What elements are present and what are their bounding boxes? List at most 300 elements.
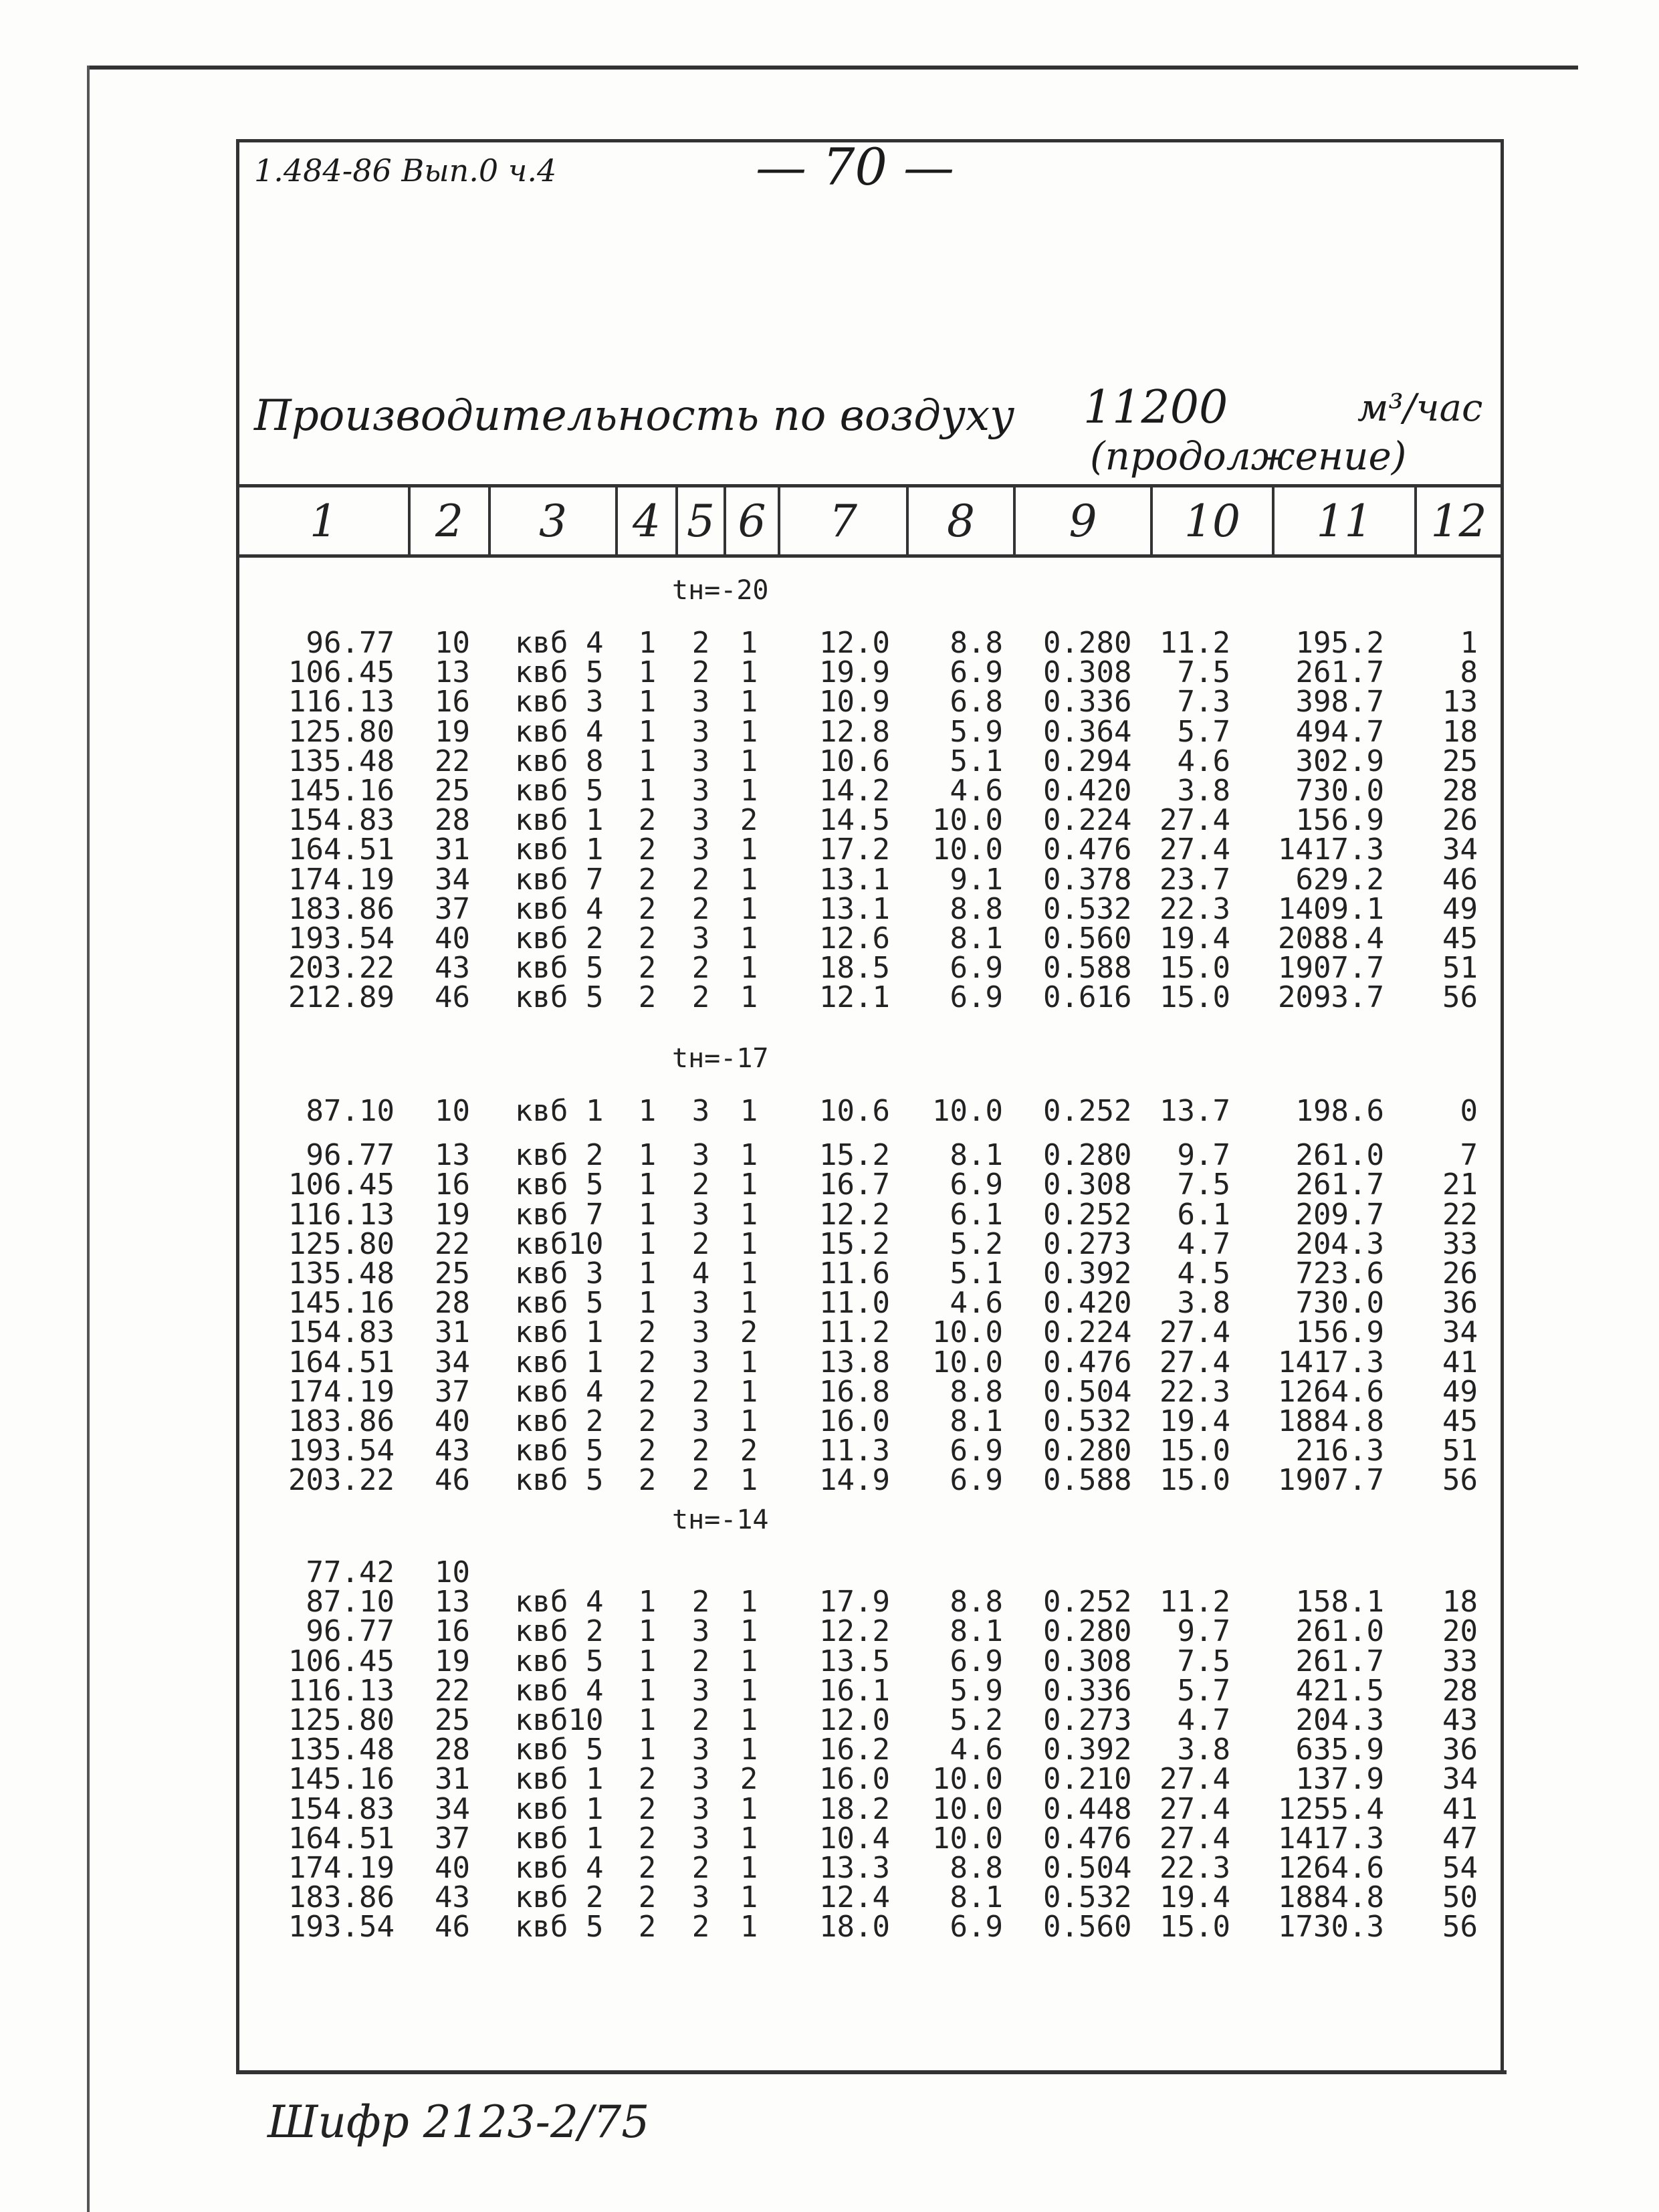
cell-col-3: квб 1 xyxy=(515,1762,604,1796)
cell-col-7: 16.2 xyxy=(819,1733,890,1767)
table-row xyxy=(0,1200,1659,1230)
table-row xyxy=(0,1851,1659,1885)
cell-col-8: 5.2 xyxy=(950,1227,1003,1261)
cell-col-9: 0.273 xyxy=(1043,1227,1132,1261)
section-title: tн=-14 xyxy=(672,1505,769,1535)
table-row xyxy=(0,1644,1659,1678)
cell-col-2: 16 xyxy=(435,1168,470,1202)
table-row xyxy=(0,1094,1659,1128)
table-row xyxy=(0,1404,1659,1438)
cell-col-1: 96.77 xyxy=(306,626,395,660)
cell-col-10: 27.4 xyxy=(1159,1762,1230,1796)
cell-col-10: 3.8 xyxy=(1177,1733,1230,1767)
cell-col-4: 1 xyxy=(638,626,657,660)
cell-col-1: 87.10 xyxy=(306,1585,395,1619)
cell-col-7: 14.5 xyxy=(819,803,890,837)
cell-col-4: 2 xyxy=(638,921,657,956)
cell-col-7: 12.6 xyxy=(819,921,890,956)
table-row xyxy=(0,865,1659,895)
cell-col-11: 137.9 xyxy=(1295,1762,1384,1796)
cell-col-6: 1 xyxy=(740,1168,758,1202)
column-header-2: 2 xyxy=(408,487,488,554)
cell-col-1: 135.48 xyxy=(288,1733,395,1767)
cell-col-12: 47 xyxy=(1442,1821,1478,1856)
cell-col-5: 3 xyxy=(691,1138,710,1172)
cell-col-6: 1 xyxy=(740,1094,758,1128)
column-header-8: 8 xyxy=(906,487,1013,554)
cell-col-8: 8.8 xyxy=(950,892,1003,926)
cell-col-11: 195.2 xyxy=(1295,626,1384,660)
cell-col-4: 2 xyxy=(638,1345,657,1379)
cell-col-6: 2 xyxy=(740,1315,758,1349)
cell-col-10: 4.7 xyxy=(1177,1227,1230,1261)
cell-col-11: 1417.3 xyxy=(1278,1345,1384,1379)
cell-col-1: 145.16 xyxy=(288,1286,395,1320)
cell-col-3: квб 2 xyxy=(515,1614,604,1648)
cell-col-7: 12.2 xyxy=(819,1198,890,1232)
cell-col-1: 203.22 xyxy=(288,951,395,985)
cell-col-7: 16.0 xyxy=(819,1404,890,1438)
cell-col-9: 0.252 xyxy=(1043,1585,1132,1619)
cell-col-8: 8.1 xyxy=(950,1614,1003,1648)
cell-col-1: 174.19 xyxy=(288,1851,395,1885)
cell-col-5: 3 xyxy=(691,1792,710,1826)
cell-col-5: 2 xyxy=(691,863,710,897)
cell-col-3: квб 5 xyxy=(515,1434,604,1468)
cell-col-3: квб 5 xyxy=(515,655,604,689)
cell-col-12: 41 xyxy=(1442,1792,1478,1826)
cell-col-1: 193.54 xyxy=(288,921,395,956)
cell-col-8: 10.0 xyxy=(932,1792,1003,1826)
cell-col-4: 1 xyxy=(638,1703,657,1737)
cell-col-11: 2088.4 xyxy=(1278,921,1384,956)
cell-col-3: квб 8 xyxy=(515,744,604,778)
cell-col-10: 11.2 xyxy=(1159,626,1230,660)
cell-col-2: 43 xyxy=(435,1434,470,1468)
cell-col-2: 40 xyxy=(435,1851,470,1885)
cell-col-3: квб 1 xyxy=(515,833,604,867)
cell-col-8: 6.9 xyxy=(950,1644,1003,1678)
cell-col-7: 14.9 xyxy=(819,1463,890,1497)
cell-col-8: 4.6 xyxy=(950,774,1003,808)
cell-col-12: 0 xyxy=(1460,1094,1478,1128)
table-row xyxy=(0,1676,1659,1706)
section-title: tн=-17 xyxy=(672,1043,769,1074)
cell-col-5: 2 xyxy=(691,951,710,985)
cell-col-6: 1 xyxy=(740,685,758,719)
cell-col-7: 16.7 xyxy=(819,1168,890,1202)
cell-col-2: 37 xyxy=(435,1375,470,1409)
cell-col-5: 3 xyxy=(691,1733,710,1767)
cell-col-1: 174.19 xyxy=(288,863,395,897)
cell-col-11: 629.2 xyxy=(1295,863,1384,897)
cell-col-6: 1 xyxy=(740,1227,758,1261)
cell-col-1: 125.80 xyxy=(288,715,395,749)
cell-col-9: 0.252 xyxy=(1043,1198,1132,1232)
cell-col-4: 2 xyxy=(638,980,657,1014)
table-row xyxy=(0,776,1659,806)
cell-col-4: 1 xyxy=(638,1644,657,1678)
cell-col-5: 2 xyxy=(691,1851,710,1885)
page-frame-bottom xyxy=(236,2070,1507,2074)
cell-col-6: 1 xyxy=(740,1256,758,1291)
cell-col-2: 28 xyxy=(435,1286,470,1320)
cell-col-4: 1 xyxy=(638,1733,657,1767)
cell-col-12: 33 xyxy=(1442,1227,1478,1261)
cell-col-4: 2 xyxy=(638,803,657,837)
cell-col-3: квб 3 xyxy=(515,1256,604,1291)
table-row xyxy=(0,1587,1659,1617)
cell-col-7: 10.6 xyxy=(819,1094,890,1128)
cell-col-2: 10 xyxy=(435,1555,470,1589)
cell-col-8: 6.8 xyxy=(950,685,1003,719)
cell-col-12: 7 xyxy=(1460,1138,1478,1172)
cell-col-3: квб 5 xyxy=(515,774,604,808)
table-row xyxy=(0,1735,1659,1765)
cell-col-1: 125.80 xyxy=(288,1227,395,1261)
cell-col-8: 8.8 xyxy=(950,626,1003,660)
cell-col-11: 1409.1 xyxy=(1278,892,1384,926)
cell-col-4: 1 xyxy=(638,1168,657,1202)
cell-col-6: 1 xyxy=(740,1198,758,1232)
table-heading: Производительность по воздуху xyxy=(254,391,1015,441)
cell-col-10: 11.2 xyxy=(1159,1585,1230,1619)
cell-col-9: 0.616 xyxy=(1043,980,1132,1014)
cell-col-1: 96.77 xyxy=(306,1138,395,1172)
cell-col-5: 3 xyxy=(691,744,710,778)
cell-col-5: 3 xyxy=(691,715,710,749)
cell-col-3: квб 5 xyxy=(515,1168,604,1202)
cell-col-9: 0.588 xyxy=(1043,951,1132,985)
cell-col-1: 116.13 xyxy=(288,1674,395,1708)
cell-col-9: 0.448 xyxy=(1043,1792,1132,1826)
table-row xyxy=(0,1762,1659,1796)
cell-col-7: 17.2 xyxy=(819,833,890,867)
cell-col-10: 19.4 xyxy=(1159,921,1230,956)
cell-col-2: 43 xyxy=(435,951,470,985)
table-row xyxy=(0,744,1659,778)
cell-col-3: квб 2 xyxy=(515,921,604,956)
cell-col-9: 0.532 xyxy=(1043,892,1132,926)
cell-col-7: 16.8 xyxy=(819,1375,890,1409)
cell-col-12: 36 xyxy=(1442,1286,1478,1320)
cell-col-10: 15.0 xyxy=(1159,1910,1230,1944)
cell-col-11: 421.5 xyxy=(1295,1674,1384,1708)
cell-col-7: 15.2 xyxy=(819,1138,890,1172)
table-row xyxy=(0,803,1659,837)
cell-col-12: 20 xyxy=(1442,1614,1478,1648)
cell-col-5: 4 xyxy=(691,1256,710,1291)
cell-col-4: 1 xyxy=(638,1094,657,1128)
table-row xyxy=(0,1614,1659,1648)
cell-col-4: 2 xyxy=(638,1762,657,1796)
cell-col-11: 398.7 xyxy=(1295,685,1384,719)
document-reference: 1.484-86 Вып.0 ч.4 xyxy=(254,152,557,189)
cell-col-11: 730.0 xyxy=(1295,1286,1384,1320)
cell-col-8: 5.9 xyxy=(950,1674,1003,1708)
column-header-12: 12 xyxy=(1414,487,1501,554)
cell-col-5: 3 xyxy=(691,1404,710,1438)
cell-col-6: 1 xyxy=(740,1880,758,1914)
cell-col-10: 22.3 xyxy=(1159,892,1230,926)
cell-col-5: 2 xyxy=(691,1585,710,1619)
cell-col-7: 11.6 xyxy=(819,1256,890,1291)
cell-col-10: 15.0 xyxy=(1159,1463,1230,1497)
outer-border-top xyxy=(87,66,1578,70)
cell-col-11: 1884.8 xyxy=(1278,1880,1384,1914)
cell-col-4: 1 xyxy=(638,715,657,749)
cell-col-1: 164.51 xyxy=(288,833,395,867)
cell-col-2: 13 xyxy=(435,1585,470,1619)
cell-col-1: 193.54 xyxy=(288,1434,395,1468)
cell-col-4: 2 xyxy=(638,1463,657,1497)
cell-col-8: 6.9 xyxy=(950,655,1003,689)
cell-col-7: 17.9 xyxy=(819,1585,890,1619)
cell-col-6: 1 xyxy=(740,774,758,808)
cell-col-1: 183.86 xyxy=(288,1880,395,1914)
cell-col-1: 145.16 xyxy=(288,1762,395,1796)
cell-col-8: 10.0 xyxy=(932,1315,1003,1349)
cell-col-7: 15.2 xyxy=(819,1227,890,1261)
cell-col-12: 51 xyxy=(1442,1434,1478,1468)
table-row xyxy=(0,687,1659,717)
table-row xyxy=(0,1463,1659,1497)
cell-col-3: квб 1 xyxy=(515,803,604,837)
cell-col-5: 3 xyxy=(691,803,710,837)
cell-col-3: квб 1 xyxy=(515,1315,604,1349)
column-header-4: 4 xyxy=(615,487,675,554)
cell-col-9: 0.280 xyxy=(1043,1614,1132,1648)
cell-col-9: 0.280 xyxy=(1043,1138,1132,1172)
cell-col-11: 1730.3 xyxy=(1278,1910,1384,1944)
column-header-6: 6 xyxy=(724,487,778,554)
cell-col-1: 154.83 xyxy=(288,803,395,837)
cell-col-10: 15.0 xyxy=(1159,980,1230,1014)
cell-col-1: 116.13 xyxy=(288,1198,395,1232)
cell-col-7: 13.5 xyxy=(819,1644,890,1678)
table-row xyxy=(0,1912,1659,1942)
cell-col-4: 1 xyxy=(638,1256,657,1291)
cell-col-2: 31 xyxy=(435,1762,470,1796)
cell-col-10: 27.4 xyxy=(1159,1345,1230,1379)
cell-col-8: 8.8 xyxy=(950,1851,1003,1885)
cell-col-3: квб 3 xyxy=(515,685,604,719)
cell-col-2: 19 xyxy=(435,715,470,749)
cell-col-3: квб 4 xyxy=(515,1674,604,1708)
cell-col-4: 2 xyxy=(638,1375,657,1409)
cell-col-8: 6.9 xyxy=(950,1910,1003,1944)
cell-col-2: 19 xyxy=(435,1198,470,1232)
table-row xyxy=(0,1555,1659,1589)
cell-col-12: 34 xyxy=(1442,1762,1478,1796)
cell-col-3: квб 5 xyxy=(515,1463,604,1497)
cell-col-12: 1 xyxy=(1460,626,1478,660)
cell-col-1: 164.51 xyxy=(288,1345,395,1379)
cell-col-2: 16 xyxy=(435,1614,470,1648)
column-header-10: 10 xyxy=(1150,487,1272,554)
cell-col-8: 8.1 xyxy=(950,1138,1003,1172)
cell-col-2: 34 xyxy=(435,863,470,897)
cell-col-12: 56 xyxy=(1442,980,1478,1014)
cell-col-5: 3 xyxy=(691,1094,710,1128)
cell-col-12: 28 xyxy=(1442,774,1478,808)
cell-col-8: 5.1 xyxy=(950,1256,1003,1291)
cell-col-9: 0.532 xyxy=(1043,1404,1132,1438)
cell-col-6: 1 xyxy=(740,1138,758,1172)
cell-col-4: 2 xyxy=(638,1434,657,1468)
cell-col-1: 106.45 xyxy=(288,1644,395,1678)
cell-col-7: 19.9 xyxy=(819,655,890,689)
cell-col-4: 2 xyxy=(638,951,657,985)
cell-col-5: 3 xyxy=(691,1614,710,1648)
document-cipher: Шифр 2123-2/75 xyxy=(267,2096,650,2148)
section-title: tн=-20 xyxy=(672,575,769,606)
cell-col-1: 183.86 xyxy=(288,892,395,926)
cell-col-5: 2 xyxy=(691,1168,710,1202)
cell-col-3: квб10 xyxy=(515,1227,604,1261)
cell-col-6: 1 xyxy=(740,921,758,956)
cell-col-7: 13.3 xyxy=(819,1851,890,1885)
cell-col-9: 0.392 xyxy=(1043,1733,1132,1767)
cell-col-11: 1884.8 xyxy=(1278,1404,1384,1438)
cell-col-2: 10 xyxy=(435,626,470,660)
cell-col-6: 1 xyxy=(740,1286,758,1320)
cell-col-12: 34 xyxy=(1442,833,1478,867)
cell-col-10: 27.4 xyxy=(1159,833,1230,867)
cell-col-11: 723.6 xyxy=(1295,1256,1384,1291)
cell-col-6: 1 xyxy=(740,1463,758,1497)
table-row xyxy=(0,717,1659,747)
cell-col-1: 116.13 xyxy=(288,685,395,719)
cell-col-4: 2 xyxy=(638,1910,657,1944)
table-row xyxy=(0,1377,1659,1407)
cell-col-5: 3 xyxy=(691,1674,710,1708)
cell-col-7: 13.1 xyxy=(819,863,890,897)
cell-col-10: 3.8 xyxy=(1177,1286,1230,1320)
cell-col-3: квб 1 xyxy=(515,1821,604,1856)
cell-col-12: 34 xyxy=(1442,1315,1478,1349)
cell-col-11: 216.3 xyxy=(1295,1434,1384,1468)
cell-col-1: 96.77 xyxy=(306,1614,395,1648)
cell-col-8: 10.0 xyxy=(932,833,1003,867)
air-flow-value: 11200 xyxy=(1083,381,1228,434)
cell-col-2: 28 xyxy=(435,1733,470,1767)
cell-col-3: квб 4 xyxy=(515,1585,604,1619)
cell-col-6: 1 xyxy=(740,1703,758,1737)
cell-col-9: 0.336 xyxy=(1043,685,1132,719)
table-row xyxy=(0,1436,1659,1466)
cell-col-1: 212.89 xyxy=(288,980,395,1014)
cell-col-2: 40 xyxy=(435,921,470,956)
cell-col-5: 3 xyxy=(691,1880,710,1914)
cell-col-2: 40 xyxy=(435,1404,470,1438)
cell-col-3: квб 2 xyxy=(515,1138,604,1172)
cell-col-6: 1 xyxy=(740,951,758,985)
cell-col-6: 1 xyxy=(740,715,758,749)
cell-col-2: 19 xyxy=(435,1644,470,1678)
cell-col-6: 1 xyxy=(740,1404,758,1438)
cell-col-10: 4.5 xyxy=(1177,1256,1230,1291)
column-header-5: 5 xyxy=(675,487,724,554)
cell-col-10: 9.7 xyxy=(1177,1614,1230,1648)
cell-col-3: квб 4 xyxy=(515,626,604,660)
cell-col-6: 1 xyxy=(740,980,758,1014)
column-header-1: 1 xyxy=(310,495,338,547)
cell-col-4: 2 xyxy=(638,833,657,867)
cell-col-12: 46 xyxy=(1442,863,1478,897)
cell-col-3: квб 4 xyxy=(515,715,604,749)
cell-col-10: 27.4 xyxy=(1159,1315,1230,1349)
cell-col-5: 2 xyxy=(691,892,710,926)
cell-col-3: квб 5 xyxy=(515,1644,604,1678)
cell-col-5: 3 xyxy=(691,774,710,808)
cell-col-8: 8.8 xyxy=(950,1375,1003,1409)
cell-col-2: 37 xyxy=(435,892,470,926)
cell-col-8: 5.2 xyxy=(950,1703,1003,1737)
cell-col-3: квб 1 xyxy=(515,1094,604,1128)
cell-col-8: 8.1 xyxy=(950,921,1003,956)
cell-col-5: 2 xyxy=(691,1644,710,1678)
cell-col-3: квб 5 xyxy=(515,980,604,1014)
cell-col-12: 18 xyxy=(1442,1585,1478,1619)
cell-col-12: 43 xyxy=(1442,1703,1478,1737)
cell-col-6: 2 xyxy=(740,803,758,837)
continued-note: (продолжение) xyxy=(1090,433,1407,479)
cell-col-7: 18.0 xyxy=(819,1910,890,1944)
cell-col-11: 158.1 xyxy=(1295,1585,1384,1619)
cell-col-5: 3 xyxy=(691,1821,710,1856)
cell-col-9: 0.560 xyxy=(1043,1910,1132,1944)
cell-col-11: 156.9 xyxy=(1295,1315,1384,1349)
cell-col-5: 3 xyxy=(691,1198,710,1232)
cell-col-10: 7.3 xyxy=(1177,685,1230,719)
column-header-7: 7 xyxy=(778,487,906,554)
cell-col-3: квб 5 xyxy=(515,1286,604,1320)
cell-col-11: 261.7 xyxy=(1295,655,1384,689)
cell-col-11: 494.7 xyxy=(1295,715,1384,749)
cell-col-9: 0.476 xyxy=(1043,1345,1132,1379)
cell-col-4: 1 xyxy=(638,1138,657,1172)
cell-col-12: 26 xyxy=(1442,803,1478,837)
cell-col-8: 10.0 xyxy=(932,803,1003,837)
cell-col-1: 125.80 xyxy=(288,1703,395,1737)
cell-col-8: 10.0 xyxy=(932,1094,1003,1128)
cell-col-8: 10.0 xyxy=(932,1821,1003,1856)
cell-col-7: 12.8 xyxy=(819,715,890,749)
cell-col-7: 13.8 xyxy=(819,1345,890,1379)
cell-col-9: 0.280 xyxy=(1043,626,1132,660)
cell-col-5: 3 xyxy=(691,1345,710,1379)
cell-col-5: 2 xyxy=(691,980,710,1014)
cell-col-10: 22.3 xyxy=(1159,1375,1230,1409)
cell-col-2: 46 xyxy=(435,980,470,1014)
cell-col-12: 36 xyxy=(1442,1733,1478,1767)
table-row xyxy=(0,921,1659,956)
table-row xyxy=(0,835,1659,865)
cell-col-2: 22 xyxy=(435,1674,470,1708)
cell-col-4: 2 xyxy=(638,1315,657,1349)
cell-col-1: 203.22 xyxy=(288,1463,395,1497)
table-row xyxy=(0,1138,1659,1172)
cell-col-3: квб10 xyxy=(515,1703,604,1737)
cell-col-3: квб 1 xyxy=(515,1792,604,1826)
cell-col-12: 56 xyxy=(1442,1463,1478,1497)
cell-col-9: 0.364 xyxy=(1043,715,1132,749)
cell-col-1: 135.48 xyxy=(288,744,395,778)
cell-col-10: 4.7 xyxy=(1177,1703,1230,1737)
cell-col-12: 50 xyxy=(1442,1880,1478,1914)
cell-col-9: 0.420 xyxy=(1043,1286,1132,1320)
